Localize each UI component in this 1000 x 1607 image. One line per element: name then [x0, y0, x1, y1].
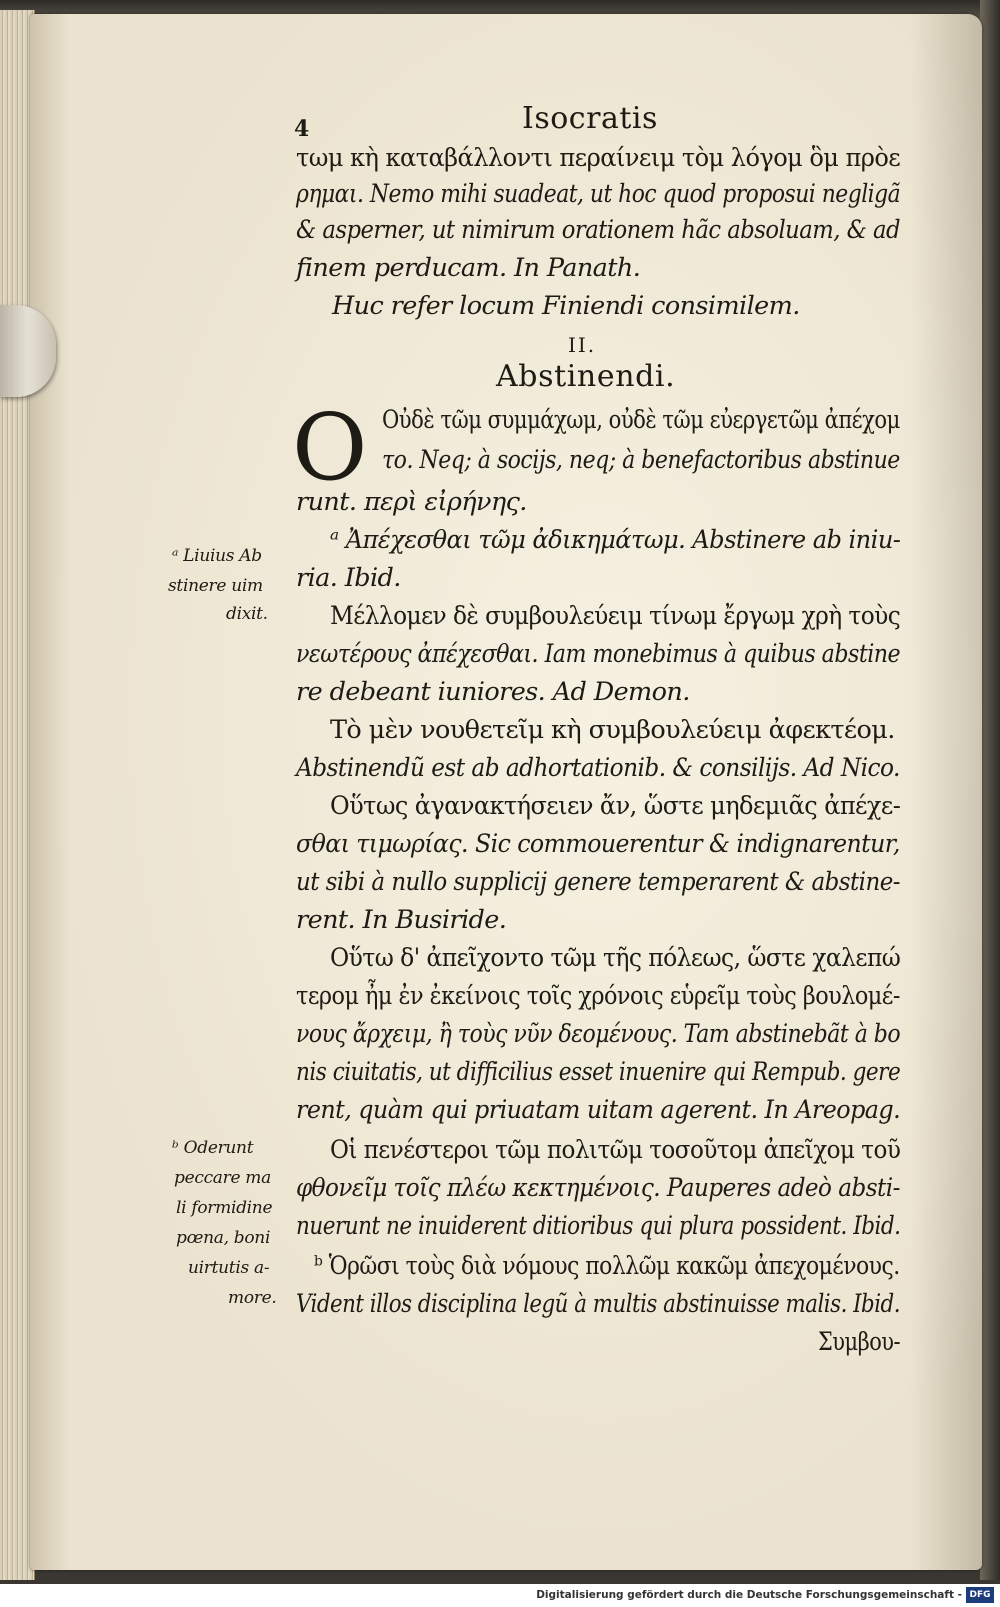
- text-line: rent. In Busiride.: [296, 905, 507, 935]
- running-head: Isocratis: [522, 101, 658, 136]
- text-line: το. Neq; à socijs, neq; à benefactoribus abstinue: [382, 445, 900, 475]
- margin-note-b-line: peccare ma: [174, 1168, 271, 1188]
- dfg-logo: DFG: [966, 1587, 994, 1603]
- section-heading: Abstinendi.: [496, 359, 676, 394]
- text-line: Huc refer locum Finiendi consimilem.: [332, 291, 800, 321]
- text-line: nis ciuitatis, ut difficilius esset inuenire qui Rempub. gere: [296, 1057, 901, 1087]
- margin-note-b-line: ᵇ Oderunt: [172, 1138, 254, 1158]
- text-line: νεωτέρους ἀπέχεσθαι. Iam monebimus à quibus abstine: [296, 639, 901, 669]
- text-line: Τὸ μὲν νουθετεῖμ κὴ συμβουλεύειμ ἀφεκτέομ.: [330, 715, 895, 745]
- text-line: Οἱ πενέστεροι τῶμ πολιτῶμ τοσοῦτομ ἀπεῖχομ τοῦ: [330, 1135, 901, 1165]
- catchword: Συμβου-: [818, 1327, 901, 1357]
- section-numeral: II.: [568, 333, 597, 357]
- text-line: φθονεῖμ τοῖς πλέω κεκτημένοις. Pauperes adeò absti-: [296, 1173, 900, 1203]
- text-line: Μέλλομεν δὲ συμβουλεύειμ τίνωμ ἔργωμ χρὴ τοὺς: [330, 601, 901, 631]
- text-line: finem perducam. In Panath.: [296, 253, 641, 283]
- text-line: nuerunt ne inuiderent ditioribus qui plura possident. Ibid.: [296, 1211, 901, 1241]
- margin-note-b-line: more.: [228, 1288, 277, 1308]
- margin-note-a-line: dixit.: [226, 604, 268, 624]
- margin-note-b-line: li formidine: [176, 1198, 273, 1218]
- text-line: Οὕτω δ' ἀπεῖχοντο τῶμ τῆς πόλεως, ὥστε χαλεπώ: [330, 943, 901, 973]
- margin-note-a-line: ᵃ Liuius Ab: [172, 546, 262, 566]
- text-line: τερομ ἦμ ἐν ἐκείνοις τοῖς χρόνοις εὑρεῖμ τοὺς βουλομέ-: [296, 981, 900, 1011]
- text-line: ut sibi à nullo supplicij genere temperarent & abstine-: [296, 867, 900, 897]
- digitization-credit: Digitalisierung gefördert durch die Deutsche Forschungsgemeinschaft -: [536, 1589, 962, 1601]
- text-line: ᵇ Ὁρῶσι τοὺς διὰ νόμους πολλῶμ κακῶμ ἀπεχομένους.: [314, 1251, 900, 1281]
- text-line: rent, quàm qui priuatam uitam agerent. In Areopag.: [296, 1095, 901, 1125]
- text-line: Abstinendũ est ab adhortationib. & consilijs. Ad Nico.: [296, 753, 900, 783]
- text-line: ria. Ibid.: [296, 563, 401, 593]
- text-line: re debeant iuniores. Ad Demon.: [296, 677, 690, 707]
- text-line: & asperner, ut nimirum orationem hãc absoluam, & ad: [296, 215, 900, 245]
- text-line: νους ἄρχειμ, ἢ τοὺς νῦν δεομένους. Tam abstinebãt à bo: [296, 1019, 901, 1049]
- text-line: τωμ κὴ καταβάλλοντι περαίνειμ τὸμ λόγομ ὃμ πρὸε: [296, 143, 901, 173]
- text-line: ρημαι. Nemo mihi suadeat, ut hoc quod proposui negligã: [296, 179, 901, 209]
- text-line: Οὕτως ἀγανακτήσειεν ἄν, ὥστε μηδεμιᾶς ἀπέχε-: [330, 791, 901, 821]
- scan-right-border: [980, 0, 1000, 1580]
- text-line: runt. περὶ εἰρήνης.: [296, 487, 527, 517]
- text-line: σθαι τιμωρίας. Sic commouerentur & indignarentur,: [296, 829, 900, 859]
- page-number: 4: [294, 116, 310, 142]
- margin-note-a-line: stinere uim: [168, 576, 263, 596]
- text-line: Vident illos disciplina legũ à multis abstinuisse malis. Ibid.: [296, 1289, 901, 1319]
- drop-cap: O: [292, 394, 368, 501]
- margin-note-b-line: pœna, boni: [176, 1228, 271, 1248]
- margin-note-b-line: uirtutis a-: [188, 1258, 270, 1278]
- text-line: Οὐδὲ τῶμ συμμάχωμ, οὐδὲ τῶμ εὐεργετῶμ ἀπέχομ: [382, 405, 900, 435]
- text-line: ᵃ Ἀπέχεσθαι τῶμ ἀδικημάτωμ. Abstinere ab iniu-: [330, 525, 901, 555]
